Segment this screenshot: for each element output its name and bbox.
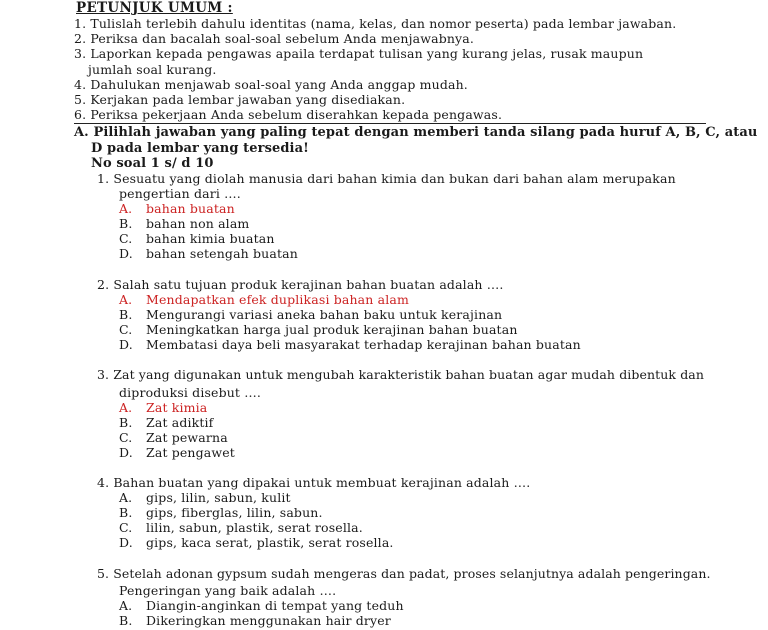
question-4: 4. Bahan buatan yang dipakai untuk membuat kerajinan adalah …. <box>97 475 531 490</box>
option: C. lilin, sabun, plastik, serat rosella. <box>119 520 363 535</box>
instruction-item: 2. Periksa dan bacalah soal-soal sebelum Anda menjawabnya. <box>74 31 474 46</box>
instruction-item: 6. Periksa pekerjaan Anda sebelum diserahkan kepada pengawas. <box>74 107 503 122</box>
option: B. Zat adiktif <box>119 415 214 430</box>
option: D. bahan setengah buatan <box>119 246 298 261</box>
option: C. Zat pewarna <box>119 430 228 445</box>
question-1: 1. Sesuatu yang diolah manusia dari bahan kimia dan bukan dari bahan alam merupakan <box>97 171 676 186</box>
option-correct: A. Mendapatkan efek duplikasi bahan alam <box>119 292 409 307</box>
option: D. gips, kaca serat, plastik, serat rosella. <box>119 535 394 550</box>
instruction-item-continued: jumlah soal kurang. <box>88 62 217 77</box>
option: B. bahan non alam <box>119 216 250 231</box>
instruction-item: 5. Kerjakan pada lembar jawaban yang disediakan. <box>74 92 406 107</box>
petunjuk-title: PETUNJUK UMUM : <box>76 0 233 16</box>
question-range: No soal 1 s/ d 10 <box>91 156 214 171</box>
question-2: 2. Salah satu tujuan produk kerajinan bahan buatan adalah …. <box>97 277 504 292</box>
option: B. gips, fiberglas, lilin, sabun. <box>119 505 323 520</box>
option: A. gips, lilin, sabun, kulit <box>119 490 291 505</box>
option: D. Zat pengawet <box>119 445 235 460</box>
question-3-continued: diproduksi disebut …. <box>119 385 261 400</box>
section-divider <box>74 123 706 124</box>
instruction-item: 1. Tulislah terlebih dahulu identitas (nama, kelas, dan nomor peserta) pada lembar jawaban. <box>74 16 677 31</box>
question-5-continued: Pengeringan yang baik adalah …. <box>119 583 337 598</box>
option-correct: A. Zat kimia <box>119 400 208 415</box>
instruction-item: 3. Laporkan kepada pengawas apaila terdapat tulisan yang kurang jelas, rusak maupun <box>74 46 644 61</box>
option: D. Membatasi daya beli masyarakat terhadap kerajinan bahan buatan <box>119 337 581 352</box>
option: B. Mengurangi variasi aneka bahan baku untuk kerajinan <box>119 307 503 322</box>
instruction-item: 4. Dahulukan menjawab soal-soal yang Anda anggap mudah. <box>74 77 468 92</box>
option: C. bahan kimia buatan <box>119 231 275 246</box>
option: B. Dikeringkan menggunakan hair dryer <box>119 613 391 628</box>
question-1-continued: pengertian dari …. <box>119 186 241 201</box>
section-instruction-continued: D pada lembar yang tersedia! <box>91 141 309 156</box>
question-3: 3. Zat yang digunakan untuk mengubah karakteristik bahan buatan agar mudah dibentuk dan <box>97 367 704 382</box>
question-5: 5. Setelah adonan gypsum sudah mengeras dan padat, proses selanjutnya adalah pengeringan. <box>97 566 711 581</box>
option-correct: A. bahan buatan <box>119 201 235 216</box>
option: A. Diangin-anginkan di tempat yang teduh <box>119 598 404 613</box>
option: C. Meningkatkan harga jual produk kerajinan bahan buatan <box>119 322 518 337</box>
section-instruction: A. Pilihlah jawaban yang paling tepat dengan memberi tanda silang pada huruf A, B, C, atau <box>74 125 758 140</box>
